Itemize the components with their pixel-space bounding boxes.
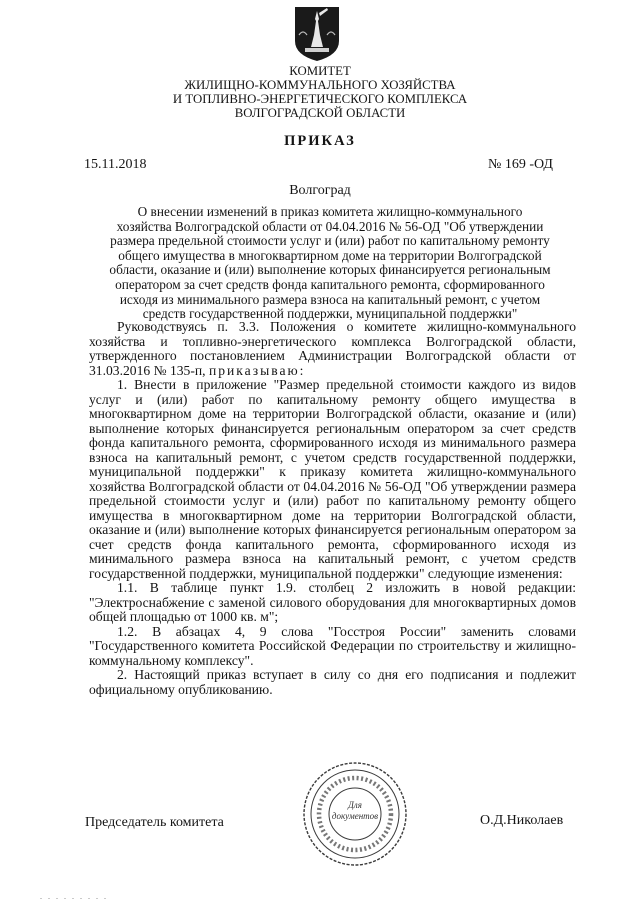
preamble-paragraph — [89, 320, 576, 378]
document-title: ПРИКАЗ — [284, 133, 356, 149]
seal-center-text: Для документов — [331, 800, 379, 821]
subject-line: О внесении изменений в приказ комитета жилищно-коммунального — [137, 204, 523, 219]
header-line: ВОЛГОГРАДСКОЙ ОБЛАСТИ — [234, 106, 406, 120]
document-body — [89, 320, 576, 697]
preamble-text: Руководствуясь п. 3.3. Положения о комитете жилищно-коммунального хозяйства и топливно-энергетического комплекса Волгоградской области, утвержденного постановлением Администрации Волгоградской области от 31.03.2016 № 135-п, — [89, 319, 576, 378]
subject-line: оператором за счет средств фонда капитального ремонта, сформированного — [115, 276, 545, 292]
volgograd-coat-of-arms — [293, 5, 341, 62]
header-line: КОМИТЕТ — [289, 64, 351, 78]
subject-line: области, оказание и (или) выполнение которых финансируется региональным — [109, 262, 551, 278]
subject-line: исходя из минимального размера взноса на капитальный ремонт, с учетом — [119, 291, 541, 307]
subject-line: размера предельной стоимости услуг и (или) работ по капитальному ремонту — [110, 233, 550, 249]
item-1: 1. Внести в приложение "Размер предельной стоимости каждого из видов услуг и (или) работ по капитальному ремонту общего имущества в многоквартирном доме на территории Волгоградской области, оказание и (или) выполнение которых финансируется региональным оператором за счет средств фонда капитального ремонта, сформированного исходя из минимального размера взноса на капитальный ремонт, с учетом средств государственной поддержки, муниципальной поддержки" к приказу комитета жилищно-коммунального хозяйства Волгоградской области от 04.04.2016 № 56-ОД "Об утверждении размера предельной стоимости услуг и (или) работ по капитальному ремонту общего имущества в многоквартирном доме на территории Волгоградской области, оказание и (или) выполнение которых финансируется региональным оператором за счет средств фонда капитального ремонта, сформированного исходя из минимального размера взноса на капитальный ремонт, с учетом средств государственной поддержки, муниципальной поддержки" следующие изменения: — [89, 377, 576, 581]
scan-edge-dots: . . . . . . . . . — [40, 892, 108, 901]
decree-word: приказываю: — [208, 362, 306, 378]
item-2: 2. Настоящий приказ вступает в силу со дня его подписания и подлежит официальному опубликованию. — [89, 667, 576, 697]
document-subject — [100, 205, 560, 322]
committee-header — [150, 64, 490, 120]
subject-line: средств государственной поддержки, муниципальной поддержки" — [142, 306, 518, 322]
document-date: 15.11.2018 — [84, 157, 147, 172]
header-line: ЖИЛИЩНО-КОММУНАЛЬНОГО ХОЗЯЙСТВА — [184, 78, 456, 92]
subject-line: хозяйства Волгоградской области от 04.04.2016 № 56-ОД "Об утверждении — [116, 218, 544, 234]
document-city: Волгоград — [289, 183, 351, 198]
document-number: № 169 -ОД — [488, 157, 553, 172]
subject-line: общего имущества в многоквартирном доме на территории Волгоградской — [118, 247, 542, 263]
signatory-name: О.Д.Николаев — [480, 813, 564, 828]
item-1-1: 1.1. В таблице пункт 1.9. столбец 2 изложить в новой редакции: "Электроснабжение с заменой силового оборудования для многоквартирных домов общей площадью от 1000 кв. м"; — [89, 580, 576, 624]
header-line: И ТОПЛИВНО-ЭНЕРГЕТИЧЕСКОГО КОМПЛЕКСА — [172, 92, 468, 106]
item-1-2: 1.2. В абзацах 4, 9 слова "Госстроя России" заменить словами "Государственного комитета Российской Федерации по строительству и жилищно-коммунальному комплексу". — [89, 623, 576, 668]
signatory-position: Председатель комитета — [85, 815, 224, 830]
